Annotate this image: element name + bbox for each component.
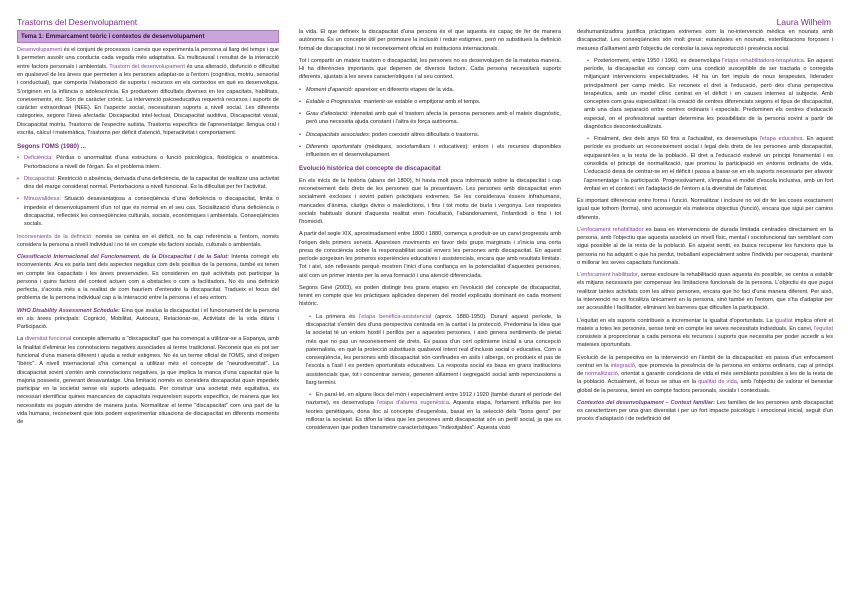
stage-item bbox=[299, 391, 561, 432]
paragraph-diversitat bbox=[17, 335, 279, 426]
paragraph: A partir del segle XIX, aproximadament entre 1800 i 1880, comença a produir-se un canvi progressiu amb l'origen dels primers serveis. Apareixen moviments en favor dels grups marginats i s'inicia una certa presa de consciència sobre la responsabilitat social envers les persones amb discapacitat. En aquest període sorgeixen les primeres experiències educatives i assistencials, encara que amb resultats limitats. Tot i així, són rellevants perquè mostren l'inici d'una confiança en la potencialitat d'aquestes persones, així com un primer interès per la seva formació i una atenció diferenciada. bbox=[299, 231, 561, 279]
oms-text: Situació desavantatjosa a conseqüència d'una deficiència o discapacitat, limita o impedeix el desenvolupament d'un rol que és normal en el seu cas. Socialització d'una deficiència o discapacitat, reflecteix les conseqüències culturals, socials, econòmiques i ambientals. Conseqüències socials. bbox=[24, 196, 279, 228]
stage-text-a: Posteriorment, entre 1950 i 1960, es desenvolupa bbox=[594, 57, 723, 64]
paragraph-inconvenients bbox=[17, 233, 279, 250]
stage-text-a: En paral·lel, en alguns llocs del món i especialment entre 1912 i 1920 (també durant el període del nazisme), es desenvolupa bbox=[306, 392, 561, 407]
inconvenients-text: només se centra en el dèficit, no fa cap referència a l'entorn, només considera la persona a nivell individual i no té en compte els factors socials, culturals o ambientals. bbox=[17, 233, 279, 248]
oms-heading: Segons l'OMS (1980) ... bbox=[17, 143, 87, 151]
oms-term: Deficiència: bbox=[24, 155, 53, 162]
cif-text: Intenta corregir els inconvenients. Ara es parla tant dels aspectes negatius com dels positius de la persona, també es tenen en compte les capacitats i les àrees preservades. Es consideren en què activitats pot participar la persona i quins factors del context actuen com a obstacles o com a facilitadors. No és una definició perfecta, s'acosta més a la realitat de com hauríem d'entendre la discapacitat. Tradueix el focus del problema de la persona individual cap a la interacció entre la persona i el seu entorn. bbox=[17, 254, 279, 302]
factor-term: Diferents oportunitats bbox=[306, 143, 362, 150]
document-title: Trastorns del Desenvolupament bbox=[17, 17, 138, 27]
paragraph-habilitador bbox=[577, 271, 833, 312]
paragraph-cif bbox=[17, 253, 279, 303]
intro-text-b: és una alteració, disfunció o dificultat en qualsevol de les àrees que permeten a les persones adaptar-se a l'entorn (cognitiva, motriu, sensorial i conductual), que comporta l'elaboració de suports i recursos en els contextos en què es desenvolupa. S'originen en la infància o adolescència. Es produeixen dificultats diverses en les capacitats, habilitats, coneixements, etc. Són de caràcter crònic. La intervenció psicoeducativa requerirà recursos i suports de caràcter extraordinari (NEE). En l'aspecte social, necessitaran suports a nivell social. Les diferents categories, segons l'àrea afectada: Discapacitat intel·lectual, Discapacitat auditiva, Discapacitat visual, Discapacitat motriu, Trastorns de l'espectre autista, Trastorns específics de l'aprenentatge: llengua oral i escrita, càlcul i matemàtica, Trastorns per dèficit d'atenció, hiperactivitat i comportament. bbox=[17, 63, 279, 136]
paragraph-evolucio bbox=[577, 354, 833, 395]
factor-term: Estable o Progressiva: bbox=[306, 98, 362, 105]
factor-item bbox=[299, 143, 561, 160]
stage-term: l'etapa d'alarma eugenèsica bbox=[376, 400, 449, 407]
factor-text: intensitat amb què el trastorn afecta la persona persones amb el mateix diagnòstic, però una necessita ajuda constant i l'altra és força autònoma. bbox=[306, 111, 561, 126]
whodas-heading: WHO Disability Assessment Schedule: bbox=[17, 307, 120, 314]
paragraph-context-familiar bbox=[577, 399, 833, 424]
factor-term: Discapacitats associades: bbox=[306, 131, 371, 138]
oms-text: Restricció o absència, derivada d'una deficiència, de la capacitat de realitzar una activitat dins del marge considerat normal. Pertorbacions a nivell funcional. És la dificultat per fer l'activitat. bbox=[24, 175, 279, 191]
paragraph: Segons Giné (2003), es poden distingir tres grans etapes en l'evolució del concepte de discapacitat, tenint en compte que les pràctiques aplicades depenen del model explicatiu dominant en cada moment històric. bbox=[299, 284, 561, 308]
stage-term: l'etapa rehabilitadora-terapèutica bbox=[722, 57, 804, 64]
paragraph-intro bbox=[17, 46, 279, 137]
factor-text: poden coexistir altres dificultats o trastorns. bbox=[370, 131, 480, 138]
factor-item bbox=[299, 98, 561, 106]
stage-term: l'etapa educativa bbox=[759, 136, 803, 143]
column-3 bbox=[577, 28, 833, 593]
context-familiar-heading: Contextos del desenvolupament – Context familiar: bbox=[577, 399, 715, 406]
topic-banner: Tema 1: Emmarcament teòric i contextos de desenvolupament bbox=[17, 30, 279, 43]
stage-item bbox=[299, 313, 561, 387]
paragraph-rehabilitador bbox=[577, 226, 833, 267]
term-equitat: l'equitat bbox=[813, 325, 833, 332]
oms-term: Discapacitat: bbox=[24, 175, 57, 182]
oms-item bbox=[17, 175, 279, 192]
term-diversitat: diversitat funcional bbox=[24, 336, 72, 343]
term-rehabilitador: L'enfocament rehabilitador bbox=[577, 226, 644, 233]
term-qualitat-vida: qualitat de vida bbox=[698, 379, 737, 386]
term-trastorn: Trastorn del desenvolupament bbox=[109, 63, 185, 70]
evolution-heading: Evolució històrica del concepte de discapacitat bbox=[299, 165, 441, 173]
factor-item bbox=[299, 110, 561, 127]
div-text-a: La bbox=[17, 336, 25, 343]
term-integracio: integració bbox=[610, 362, 635, 369]
context-familiar-text: Les famílies de les persones amb discapacitat es caracteritzen per una gran diversitat i per un fort impacte psicològic i emocional inicial, seguit d'un procés d'adaptació i de redefinició del bbox=[577, 399, 833, 423]
paragraph-whodas bbox=[17, 307, 279, 332]
column-2 bbox=[299, 28, 561, 593]
factor-text: apareixer en diferents etapes de la vida. bbox=[353, 86, 455, 93]
oms-text: Pèrdua o anormalitat d'una estructura o funció psicològica, fisiològica o anatòmica. Pertorbacions a nivell de l'òrgan. És el problema intern. bbox=[24, 155, 279, 170]
stage-item bbox=[577, 135, 833, 193]
term-inconvenients: Inconvenients de la definició: bbox=[17, 233, 93, 240]
stage-item bbox=[577, 57, 833, 131]
intro-text-a: és el conjunt de processos i canvis que experimenta la persona al llarg del temps i que li permeten assolir una conducta cada vegada més adaptativa. És multicausal i resultat de la interacció entre factors personals i ambientals. bbox=[17, 47, 279, 70]
oms-item bbox=[17, 154, 279, 171]
stage-text-b: (aprox. 1880-1950). Durant aquest període, la discapacitat s'entén des d'una perspectiva centrada en la caritat i la protecció. Predomina la idea que la societat té un entorn hostil i perillós per a aquestes persones, i això genera sentiments de pietat més que no pas un reconeixement de drets. Es passa d'un cert optimisme inicial a una concepció paternalista, en què la protecció substitueix qualsevol intent real d'inclusió social o educativa. Com a conseqüència, les persones amb discapacitat són confinades en asils i albergs, on produeix el pas de l'escola a l'asil i es perden oportunitats educatives. La resposta social es basa en grans institucions assistencials que, tot i concentrar serveis, generen aïllament i segregació social amb repercussions a llarg termini. bbox=[306, 313, 561, 386]
evolucio-text-c: , orientat a garantir condicions de vida el més semblants possibles a les de la resta de la població. Actualment, el focus se situa en la bbox=[577, 371, 833, 386]
evolucio-text-b: , que promovia la presència de la persona en entorns ordinaris, cap al principi de bbox=[577, 362, 833, 378]
factor-item bbox=[299, 86, 561, 94]
term-normalitzacio: normalització bbox=[584, 371, 618, 378]
stage-text-a: Finalment, des dels anys 60 fins a l'actualitat, es desenvolupa bbox=[594, 136, 760, 143]
stage-text-b: . Aquesta etapa, fortament influïda per les teories genètiques, dona lloc al concepte d'eugenèsia, basat en la selecció dels "bons gens" per millorar la societat. Es difon la idea que les persones amb discapacitat són un perill social, ja que es consideraven que podien transmetre característiques "indesitjables". Aquesta visió bbox=[306, 400, 561, 432]
term-igualtat: igualtat bbox=[774, 317, 793, 324]
cif-heading: Classificació Internacional del Funcionament, de la Discapacitat i de la Salut: bbox=[17, 254, 229, 261]
document-author: Laura Wilhelm bbox=[776, 17, 831, 27]
equitat-text-b: implica oferir el mateix a totes les persones, sense tenir en compte les seves necessitats individuals. En canvi, bbox=[577, 317, 833, 332]
oms-item bbox=[17, 195, 279, 228]
stage-text-a: La primera és bbox=[316, 313, 359, 320]
evolucio-text-d: , amb l'objectiu de valorar el benestar global de la persona, tenint en compte factors personals, socials i contextuals. bbox=[577, 379, 833, 394]
factor-term: Grau d'afectació: bbox=[306, 111, 349, 118]
whodas-text: Eina que avalua la discapacitat i el funcionament de la persona en sis àrees principals: Cognició, Mobilitat, Autocura, Relacionar-se, Activitats de la vida diària i Participació. bbox=[17, 307, 279, 331]
stage-text-b: . En aquest període, la discapacitat es concep com una condició susceptible de ser tractada o corregida mitjançant intervencions especialitzades. Hi ha un fort impuls de nous terapeutes, liderades principalment per camp mèdic. Es reconeix el dret a l'educació, però des d'una perspectiva terapèutica, amb un model clínic centrat en el dèficit i en causes internes al subjecte. Amb conceptes com grau especialitzat i la creació de centres diferenciats segons el tipus de discapacitat, amb una clara separació entre centres ordinaris i especials. Predominen els centres d'educació especial, on el professional sanitari determina les possibilitats de la persona sovint a partir de diagnòstics descontextualitzats. bbox=[584, 57, 833, 130]
paragraph: Tot i compartir un mateix trastorn o discapacitat, les persones no es desenvolupen de la mateixa manera. Hi ha diferències importants que depenen de diversos factors. Cada persona necessitarà suports diferents, ajustats a les seves característiques i al seu context. bbox=[299, 57, 561, 81]
stage-text-b: . En aquest període es produeix un reconeixement social i legal dels drets de les persones amb discapacitat, equiparant-les a la resta de la població. El dret a l'educació esdevé un principi fonamental i es consolida el principi de normalització, que promou la participació en entorns ordinaris de vida. L'educació deixa de centrar-se en el dèficit i passa a basar-se en els suports necessaris per afavorir l'aprenentatge i la participació. Progressivament, s'impulsa el model d'escola inclusiva, amb un fort èmfasi en el context i en l'adaptació de l'entorn a la diversitat de l'alumnat. bbox=[584, 136, 833, 192]
factor-text: (mèdiques, sociofamiliars i educatives): entorn i els recursos disponibles influeixen en el desenvolupament. bbox=[306, 143, 561, 159]
paragraph: deshumanitzadora justifica pràctiques extremes com la no-intervenció mèdica en nounats amb discapacitat. Les conseqüències són molt greus: eutanàsies en nounats, esterilitzacions forçoses i mesures d'aïllament amb l'objectiu de controlar la seva reproducció i presència social. bbox=[577, 29, 833, 52]
paragraph: la vida. El que defineix la discapacitat d'una persona és el que aquesta és capaç de fer de manera autònoma. És un concepte útil per promoure la inclusió i reduir estigmes, però no substitueix la definició formal de discapacitat i no té reconeixement oficial en institucions internacionals. bbox=[299, 29, 561, 52]
factor-text: mantenir-se estable o empitjorar amb el temps. bbox=[361, 98, 481, 105]
paragraph: En els inicis de la història (abans del 1800), hi havia molt poca informació sobre la discapacitat i cap reconeixement dels drets de les persones que la presentaven. Les persones amb discapacitat eren socialment excloses i sovint patien pràctiques extremes. Se les considerava éssers infrahumans, mancades d'ànima, càstigs divins o maledictions, i fins i tot motiu de burla i vergonya. Les respostes socials habituals durant d'aquesta realitat eren l'ocultació, l'abandonament, l'infanticidi o fins i tot l'homicidi. bbox=[299, 177, 561, 226]
evolucio-text-a: Evolució de la perspectiva en la intervenció en l'àmbit de la discapacitat: es passa d'un enfocament centrat en la bbox=[577, 354, 833, 369]
equitat-text-c: consisteix a proporcionar a cada persona els recursos i suports que necessita per poder accedir a les mateixes oportunitats. bbox=[577, 334, 833, 349]
term-habilitador: L'enfocament habilitador bbox=[577, 272, 638, 279]
term-desenvolupament: Desenvolupament bbox=[17, 47, 63, 54]
div-text-b: concepte alternatiu a "discapacitat" que ha començat a utilitzar-se a Espanya, amb la finalitat d'eliminar les connotacions negatives associades al terme tradicional. Reconeix que es pot ser funcional d'una manera diferent i ajuda a reduir estigmes. No és un terme oficial de l'OMS, sinó d'origen "ibèric". A nivell internacional s'ha començat a utilitzar més el concepte de "neurodiversitat". La discapacitat sovint s'entén amb connotacions negatives, ja que implica la manca d'una capacitat que la majoria posseeix, generant desavantatge. Una limitació només es considera discapacitat quan impedeix participar en la societat sense els suports adequats. Per construir una societat més equitativa, es necessari identificar quines mancances de capacitats requereixen suports específics, de manera que les necessitats es puguin atendre de manera justa. Normalitzar el terme "discapacitat" com una part de la vida humana, reconeixent que tots podem experimentar situacions de discapacitat en diferents moments de bbox=[17, 336, 279, 426]
stage-term: l'etapa benèfica-assistencial bbox=[358, 313, 432, 320]
paragraph: És important diferenciar entre forma i funció. Normalitzar i incloure no vol dir fer les coses exactament igual que tothom (forma), sinó aconseguir els mateixos objectius (funció), encara que sigui per camins diferents. bbox=[577, 198, 833, 221]
rehabilitador-text: es basa en intervencions de durada limitada centrades directament en la persona, amb l'objectiu que aquesta assoleixi un nivell físic, mental i sociofuncional tan semblant com sigui possible al de la resta de la població. En aquest sentit, es busca recuperar les funcions que la persona no ha adquirit o que ha perdut, treballant especialment sobre l'individu per recuperar, mantenir o millorar les seves capacitats funcionals. bbox=[577, 226, 833, 266]
oms-term: Minusvalidesa: bbox=[24, 196, 61, 203]
habilitador-text: , sense excloure la rehabilitació quan aquesta és possible, se centra a establir els mitjans necessaris per compensar les limitacions funcionals de la persona. L'objectiu és que pugui realitzar tantes activitats com les altres persones, encara que ho faci d'una manera diferent. Per això, la intervenció no es focalitza únicament en la persona, sinó també en l'entorn, que s'ha d'adaptar per ser accessible i facilitador, eliminant les barreres que dificulten la participació. bbox=[577, 272, 833, 312]
paragraph-equitat bbox=[577, 317, 833, 350]
factor-item bbox=[299, 131, 561, 139]
factor-term: Moment d'aparició: bbox=[306, 86, 354, 93]
column-1 bbox=[17, 30, 279, 595]
equitat-text-a: L'equitat en els suports contribueix a incrementar la igualtat d'oportunitats. La bbox=[577, 317, 775, 324]
